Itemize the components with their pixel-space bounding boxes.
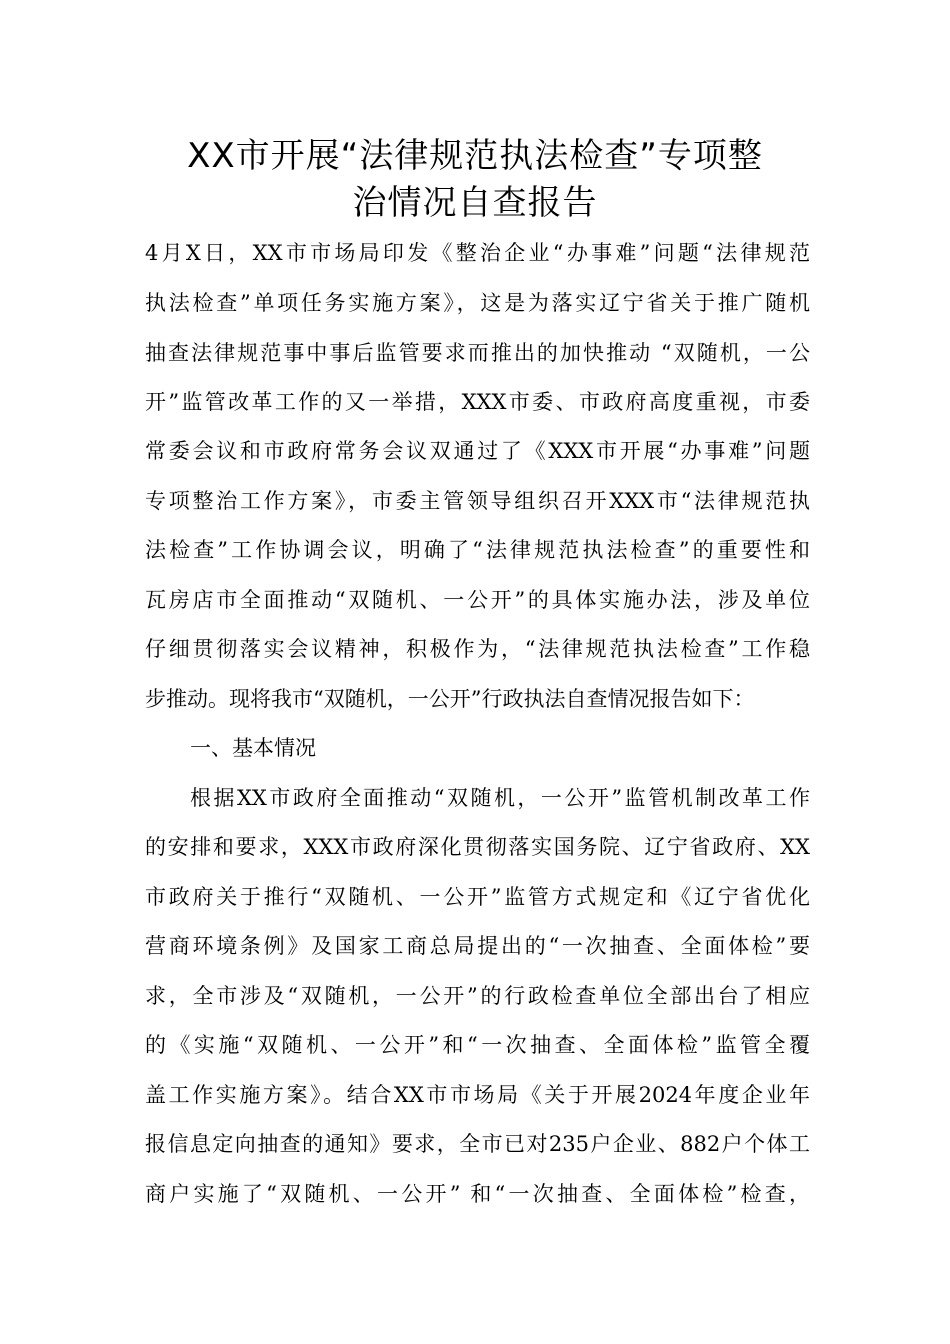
paragraph-1-line: 法检查”工作协调会议，明确了“法律规范执法检查”的重要性和 — [145, 538, 810, 562]
paragraph-1-line: 4月X日，XX市市场局印发《整治企业“办事难”问题“法律规范 — [145, 241, 810, 265]
paragraph-2-line: 求，全市涉及“双随机，一公开”的行政检查单位全部出台了相应 — [145, 984, 810, 1008]
paragraph-1-line: 开”监管改革工作的又一举措，XXX市委、市政府高度重视，市委 — [145, 390, 810, 414]
paragraph-1-line: 仔细贯彻落实会议精神，积极作为，“法律规范执法检查”工作稳 — [145, 637, 810, 661]
paragraph-2-line: 根据XX市政府全面推动“双随机，一公开”监管机制改革工作 — [190, 786, 810, 810]
paragraph-2-line: 市政府关于推行“双随机、一公开”监管方式规定和《辽宁省优化 — [145, 885, 810, 909]
paragraph-1-line: 专项整治工作方案》，市委主管领导组织召开XXX市“法律规范执 — [145, 489, 810, 513]
paragraph-1-line: 常委会议和市政府常务会议双通过了《XXX市开展“办事难”问题 — [145, 439, 810, 463]
paragraph-1-line: 瓦房店市全面推动“双随机、一公开”的具体实施办法，涉及单位 — [145, 588, 810, 612]
document-title-line-1: XX市开展“法律规范执法检查”专项整 — [187, 136, 763, 176]
paragraph-2-line: 的《实施“双随机、一公开”和“一次抽查、全面体检”监管全覆 — [145, 1033, 810, 1057]
paragraph-1-line: 抽查法律规范事中事后监管要求而推出的加快推动 “双随机，一公 — [145, 341, 810, 365]
document-title-line-2: 治情况自查报告 — [352, 183, 598, 223]
paragraph-2-line: 营商环境条例》及国家工商总局提出的“一次抽查、全面体检”要 — [145, 934, 810, 958]
paragraph-1-line: 步推动。现将我市“双随机，一公开”行政执法自查情况报告如下： — [145, 687, 755, 711]
paragraph-2-line: 报信息定向抽查的通知》要求，全市已对235户企业、882户个体工 — [145, 1132, 810, 1156]
section-heading-basic-info: 一、基本情况 — [190, 736, 316, 760]
paragraph-2-line: 盖工作实施方案》。结合XX市市场局《关于开展2024年度企业年 — [145, 1083, 810, 1107]
paragraph-2-line: 商户实施了“双随机、一公开” 和“一次抽查、全面体检”检查， — [145, 1182, 810, 1206]
paragraph-2-line: 的安排和要求，XXX市政府深化贯彻落实国务院、辽宁省政府、XX — [145, 835, 810, 859]
paragraph-1-line: 执法检查”单项任务实施方案》，这是为落实辽宁省关于推广随机 — [145, 291, 810, 315]
